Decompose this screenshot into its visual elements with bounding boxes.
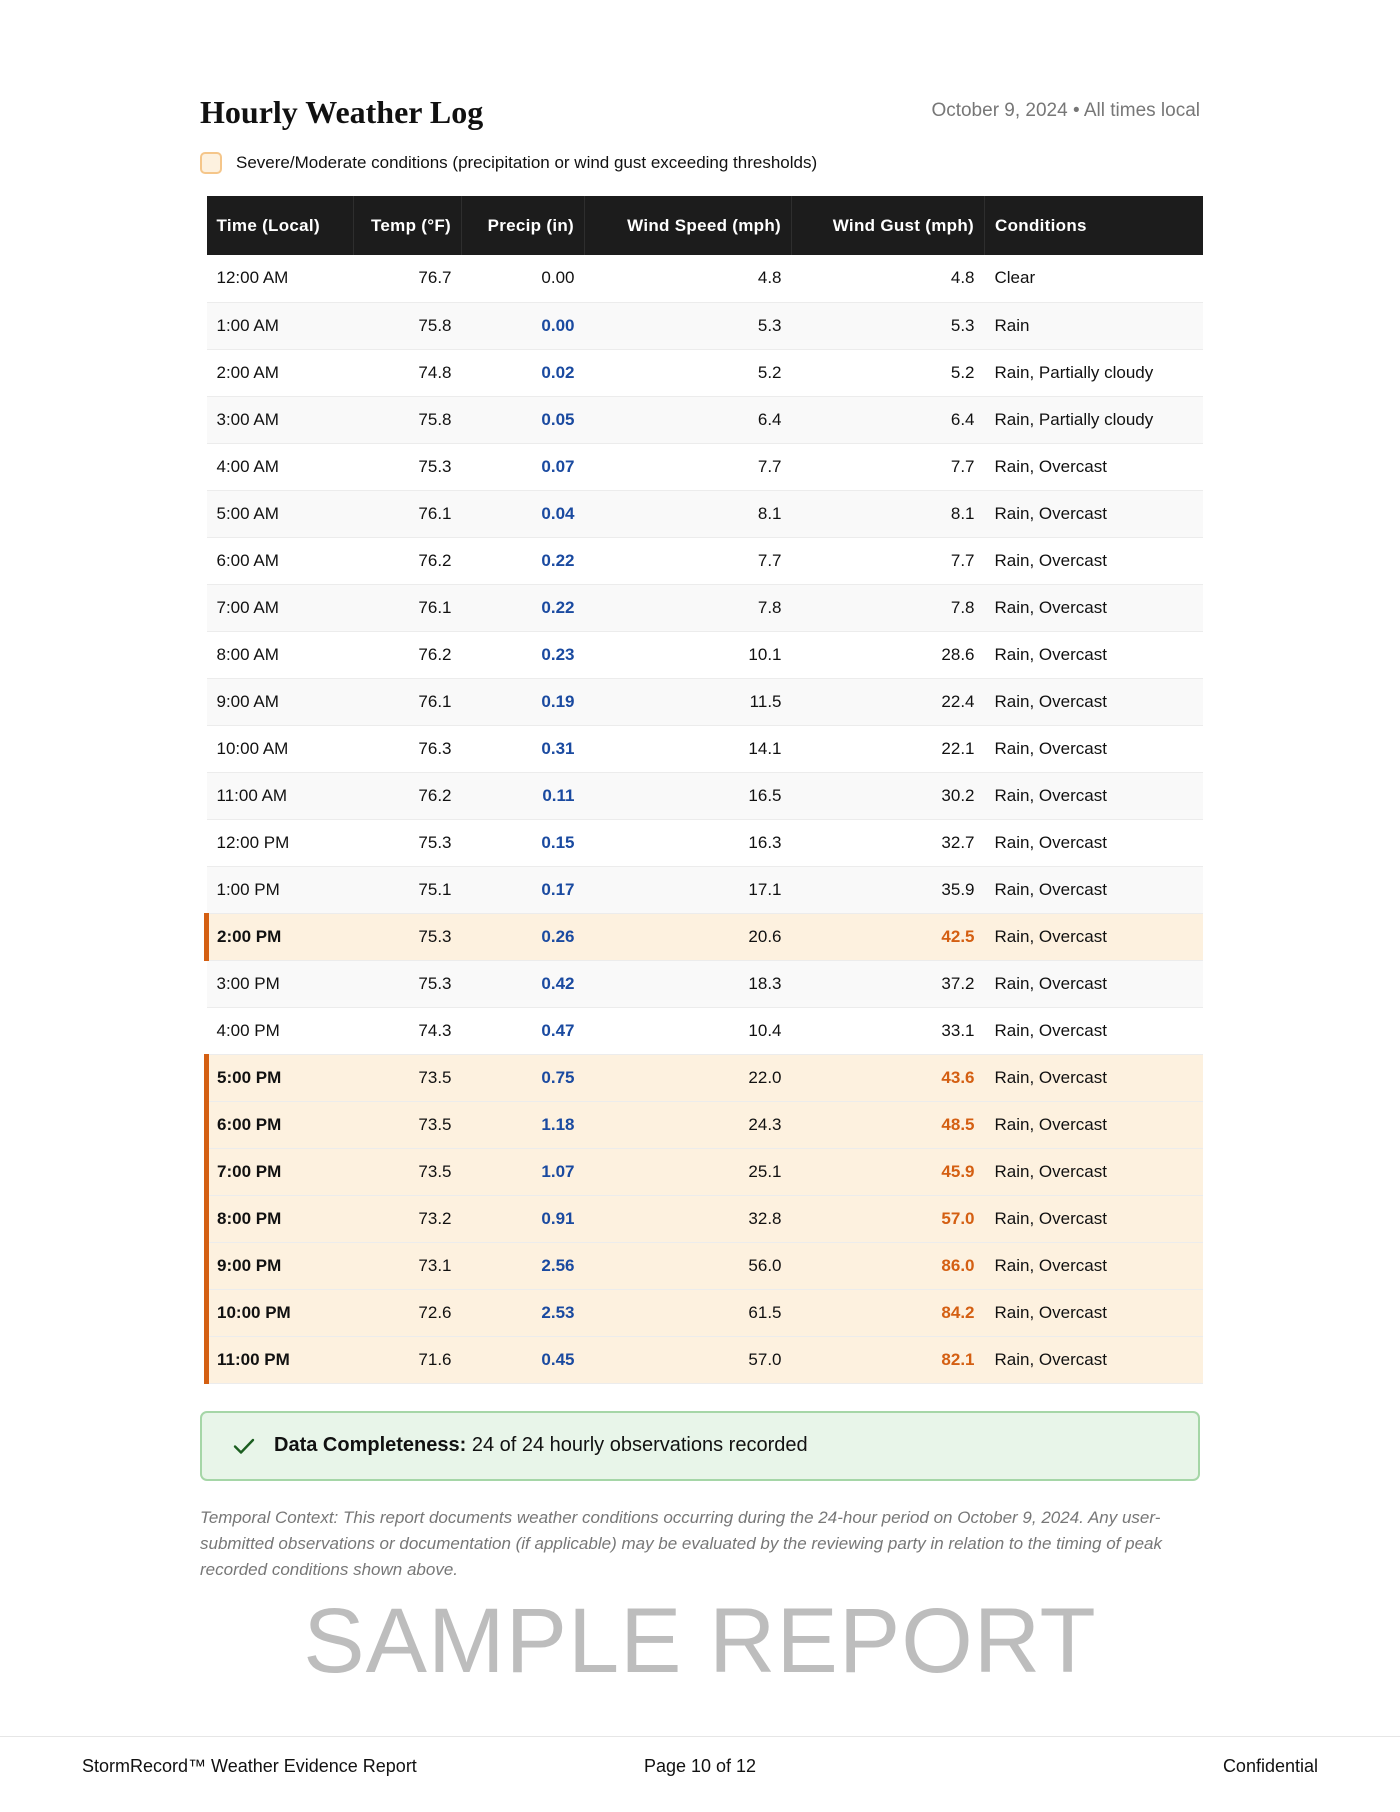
report-date-subtitle: October 9, 2024 • All times local <box>931 100 1200 121</box>
hourly-weather-table <box>204 196 1203 1384</box>
table-row <box>207 866 1203 913</box>
cell-conditions: Rain, Overcast <box>985 537 1203 584</box>
cell-conditions: Rain, Overcast <box>985 1007 1203 1054</box>
cell-temp: 75.1 <box>354 866 462 913</box>
cell-temp: 75.3 <box>354 819 462 866</box>
cell-time: 7:00 PM <box>207 1148 354 1195</box>
cell-temp: 73.2 <box>354 1195 462 1242</box>
temporal-context-note: Temporal Context: This report documents weather conditions occurring during the 24-hour period on October 9, 2024. Any user-submitted observations or documentation (if applicable) may be evaluated by the reviewing party in relation to the timing of peak recorded conditions shown above. <box>200 1507 1162 1579</box>
footer-confidential: Confidential <box>1222 1756 1318 1776</box>
cell-precip: 0.05 <box>462 396 585 443</box>
cell-conditions: Rain, Overcast <box>985 960 1203 1007</box>
cell-temp: 75.8 <box>354 302 462 349</box>
cell-time: 5:00 PM <box>207 1054 354 1101</box>
table-row <box>207 772 1203 819</box>
column-header-precip: Precip (in) <box>462 196 585 255</box>
cell-conditions: Rain, Partially cloudy <box>985 396 1203 443</box>
cell-temp: 76.2 <box>354 537 462 584</box>
table-row <box>207 1101 1203 1148</box>
cell-wind-gust: 45.9 <box>792 1148 985 1195</box>
cell-wind-gust: 84.2 <box>792 1289 985 1336</box>
table-row <box>207 1195 1203 1242</box>
cell-conditions: Rain, Overcast <box>985 631 1203 678</box>
cell-wind-speed: 4.8 <box>585 255 792 302</box>
cell-time: 9:00 AM <box>207 678 354 725</box>
cell-precip: 2.53 <box>462 1289 585 1336</box>
cell-wind-gust: 22.4 <box>792 678 985 725</box>
cell-conditions: Clear <box>985 255 1203 302</box>
cell-wind-speed: 10.4 <box>585 1007 792 1054</box>
cell-wind-speed: 56.0 <box>585 1242 792 1289</box>
cell-conditions: Rain, Overcast <box>985 1195 1203 1242</box>
cell-time: 12:00 PM <box>207 819 354 866</box>
sample-report-watermark: SAMPLE REPORT <box>303 1590 1097 1692</box>
cell-precip: 0.15 <box>462 819 585 866</box>
legend <box>200 150 1200 176</box>
table-row <box>207 396 1203 443</box>
cell-wind-gust: 30.2 <box>792 772 985 819</box>
cell-temp: 76.1 <box>354 584 462 631</box>
cell-conditions: Rain, Overcast <box>985 913 1203 960</box>
cell-precip: 0.07 <box>462 443 585 490</box>
cell-wind-gust: 86.0 <box>792 1242 985 1289</box>
cell-conditions: Rain, Partially cloudy <box>985 349 1203 396</box>
page-footer <box>82 1756 1318 1777</box>
cell-temp: 75.8 <box>354 396 462 443</box>
cell-wind-gust: 42.5 <box>792 913 985 960</box>
cell-wind-speed: 57.0 <box>585 1336 792 1383</box>
cell-wind-speed: 24.3 <box>585 1101 792 1148</box>
cell-precip: 0.47 <box>462 1007 585 1054</box>
cell-wind-speed: 5.3 <box>585 302 792 349</box>
cell-conditions: Rain, Overcast <box>985 819 1203 866</box>
cell-time: 6:00 AM <box>207 537 354 584</box>
cell-wind-speed: 22.0 <box>585 1054 792 1101</box>
cell-temp: 73.5 <box>354 1148 462 1195</box>
table-row <box>207 1289 1203 1336</box>
completeness-value: 24 of 24 hourly observations recorded <box>466 1434 808 1456</box>
cell-wind-speed: 6.4 <box>585 396 792 443</box>
cell-conditions: Rain, Overcast <box>985 772 1203 819</box>
cell-wind-gust: 32.7 <box>792 819 985 866</box>
cell-time: 8:00 PM <box>207 1195 354 1242</box>
cell-temp: 74.3 <box>354 1007 462 1054</box>
cell-precip: 0.45 <box>462 1336 585 1383</box>
table-row <box>207 302 1203 349</box>
legend-text: Severe/Moderate conditions (precipitation or wind gust exceeding thresholds) <box>236 153 818 172</box>
table-row <box>207 1148 1203 1195</box>
cell-wind-gust: 7.7 <box>792 443 985 490</box>
cell-wind-speed: 25.1 <box>585 1148 792 1195</box>
cell-wind-speed: 7.7 <box>585 537 792 584</box>
cell-precip: 0.00 <box>462 255 585 302</box>
cell-wind-gust: 7.8 <box>792 584 985 631</box>
table-header-row <box>207 196 1203 255</box>
table-row <box>207 1054 1203 1101</box>
completeness-label: Data Completeness: <box>274 1434 467 1456</box>
cell-conditions: Rain, Overcast <box>985 1148 1203 1195</box>
cell-time: 6:00 PM <box>207 1101 354 1148</box>
cell-time: 4:00 AM <box>207 443 354 490</box>
cell-wind-speed: 5.2 <box>585 349 792 396</box>
cell-time: 3:00 PM <box>207 960 354 1007</box>
table-row <box>207 1336 1203 1383</box>
cell-temp: 76.1 <box>354 678 462 725</box>
cell-wind-speed: 14.1 <box>585 725 792 772</box>
cell-wind-gust: 4.8 <box>792 255 985 302</box>
cell-time: 1:00 AM <box>207 302 354 349</box>
cell-wind-speed: 18.3 <box>585 960 792 1007</box>
cell-temp: 73.5 <box>354 1054 462 1101</box>
cell-temp: 72.6 <box>354 1289 462 1336</box>
cell-temp: 76.7 <box>354 255 462 302</box>
cell-wind-speed: 16.3 <box>585 819 792 866</box>
report-header <box>200 80 1200 128</box>
cell-precip: 0.02 <box>462 349 585 396</box>
cell-precip: 1.07 <box>462 1148 585 1195</box>
cell-time: 5:00 AM <box>207 490 354 537</box>
data-completeness-banner <box>200 1411 1200 1481</box>
cell-wind-speed: 17.1 <box>585 866 792 913</box>
cell-wind-gust: 5.2 <box>792 349 985 396</box>
cell-precip: 0.22 <box>462 584 585 631</box>
cell-conditions: Rain <box>985 302 1203 349</box>
cell-temp: 75.3 <box>354 443 462 490</box>
table-row <box>207 913 1203 960</box>
cell-conditions: Rain, Overcast <box>985 443 1203 490</box>
cell-conditions: Rain, Overcast <box>985 1289 1203 1336</box>
table-row <box>207 537 1203 584</box>
cell-precip: 1.18 <box>462 1101 585 1148</box>
cell-time: 10:00 AM <box>207 725 354 772</box>
cell-temp: 75.3 <box>354 960 462 1007</box>
cell-wind-gust: 33.1 <box>792 1007 985 1054</box>
cell-time: 2:00 AM <box>207 349 354 396</box>
column-header-conditions: Conditions <box>985 196 1203 255</box>
cell-wind-gust: 57.0 <box>792 1195 985 1242</box>
cell-wind-gust: 8.1 <box>792 490 985 537</box>
table-row <box>207 960 1203 1007</box>
cell-wind-gust: 37.2 <box>792 960 985 1007</box>
cell-wind-speed: 20.6 <box>585 913 792 960</box>
cell-time: 10:00 PM <box>207 1289 354 1336</box>
cell-wind-gust: 7.7 <box>792 537 985 584</box>
footer-divider <box>0 1736 1400 1737</box>
cell-wind-gust: 43.6 <box>792 1054 985 1101</box>
table-row <box>207 584 1203 631</box>
cell-temp: 76.2 <box>354 772 462 819</box>
cell-conditions: Rain, Overcast <box>985 1242 1203 1289</box>
cell-time: 8:00 AM <box>207 631 354 678</box>
cell-precip: 0.00 <box>462 302 585 349</box>
cell-precip: 0.19 <box>462 678 585 725</box>
cell-temp: 73.5 <box>354 1101 462 1148</box>
check-icon <box>232 1434 256 1458</box>
cell-temp: 76.1 <box>354 490 462 537</box>
cell-wind-gust: 22.1 <box>792 725 985 772</box>
completeness-text <box>274 1434 808 1457</box>
cell-conditions: Rain, Overcast <box>985 866 1203 913</box>
cell-time: 4:00 PM <box>207 1007 354 1054</box>
cell-wind-speed: 7.7 <box>585 443 792 490</box>
cell-precip: 0.75 <box>462 1054 585 1101</box>
column-header-time: Time (Local) <box>207 196 354 255</box>
column-header-wind-gust: Wind Gust (mph) <box>792 196 985 255</box>
cell-precip: 0.23 <box>462 631 585 678</box>
table-row <box>207 678 1203 725</box>
cell-precip: 0.26 <box>462 913 585 960</box>
cell-precip: 0.22 <box>462 537 585 584</box>
cell-conditions: Rain, Overcast <box>985 1054 1203 1101</box>
cell-wind-gust: 6.4 <box>792 396 985 443</box>
table-row <box>207 631 1203 678</box>
cell-temp: 76.3 <box>354 725 462 772</box>
cell-precip: 0.17 <box>462 866 585 913</box>
table-body <box>207 255 1203 1383</box>
table-row <box>207 1242 1203 1289</box>
cell-conditions: Rain, Overcast <box>985 678 1203 725</box>
cell-wind-speed: 11.5 <box>585 678 792 725</box>
cell-temp: 75.3 <box>354 913 462 960</box>
table-row <box>207 1007 1203 1054</box>
cell-conditions: Rain, Overcast <box>985 1101 1203 1148</box>
cell-wind-speed: 8.1 <box>585 490 792 537</box>
cell-temp: 74.8 <box>354 349 462 396</box>
cell-wind-gust: 5.3 <box>792 302 985 349</box>
cell-time: 3:00 AM <box>207 396 354 443</box>
cell-time: 9:00 PM <box>207 1242 354 1289</box>
cell-conditions: Rain, Overcast <box>985 1336 1203 1383</box>
cell-wind-gust: 35.9 <box>792 866 985 913</box>
cell-precip: 0.31 <box>462 725 585 772</box>
column-header-temp: Temp (°F) <box>354 196 462 255</box>
cell-wind-speed: 10.1 <box>585 631 792 678</box>
cell-wind-speed: 32.8 <box>585 1195 792 1242</box>
legend-swatch <box>200 152 222 174</box>
cell-conditions: Rain, Overcast <box>985 725 1203 772</box>
cell-wind-gust: 48.5 <box>792 1101 985 1148</box>
cell-time: 11:00 AM <box>207 772 354 819</box>
table-row <box>207 255 1203 302</box>
cell-precip: 0.91 <box>462 1195 585 1242</box>
cell-wind-speed: 16.5 <box>585 772 792 819</box>
cell-wind-speed: 61.5 <box>585 1289 792 1336</box>
column-header-wind-speed: Wind Speed (mph) <box>585 196 792 255</box>
cell-temp: 71.6 <box>354 1336 462 1383</box>
table-row <box>207 490 1203 537</box>
report-page <box>200 80 1200 1583</box>
cell-precip: 2.56 <box>462 1242 585 1289</box>
page-title: Hourly Weather Log <box>200 94 484 130</box>
footer-report-name: StormRecord™ Weather Evidence Report <box>82 1756 417 1776</box>
table-row <box>207 349 1203 396</box>
table-row <box>207 725 1203 772</box>
cell-time: 12:00 AM <box>207 255 354 302</box>
cell-wind-gust: 82.1 <box>792 1336 985 1383</box>
cell-conditions: Rain, Overcast <box>985 490 1203 537</box>
cell-wind-gust: 28.6 <box>792 631 985 678</box>
cell-time: 7:00 AM <box>207 584 354 631</box>
footer-page-number: Page 10 of 12 <box>643 1756 757 1776</box>
table-row <box>207 819 1203 866</box>
cell-wind-speed: 7.8 <box>585 584 792 631</box>
cell-precip: 0.11 <box>462 772 585 819</box>
cell-precip: 0.04 <box>462 490 585 537</box>
cell-precip: 0.42 <box>462 960 585 1007</box>
cell-conditions: Rain, Overcast <box>985 584 1203 631</box>
table-row <box>207 443 1203 490</box>
cell-temp: 73.1 <box>354 1242 462 1289</box>
cell-time: 2:00 PM <box>207 913 354 960</box>
cell-time: 1:00 PM <box>207 866 354 913</box>
cell-time: 11:00 PM <box>207 1336 354 1383</box>
cell-temp: 76.2 <box>354 631 462 678</box>
